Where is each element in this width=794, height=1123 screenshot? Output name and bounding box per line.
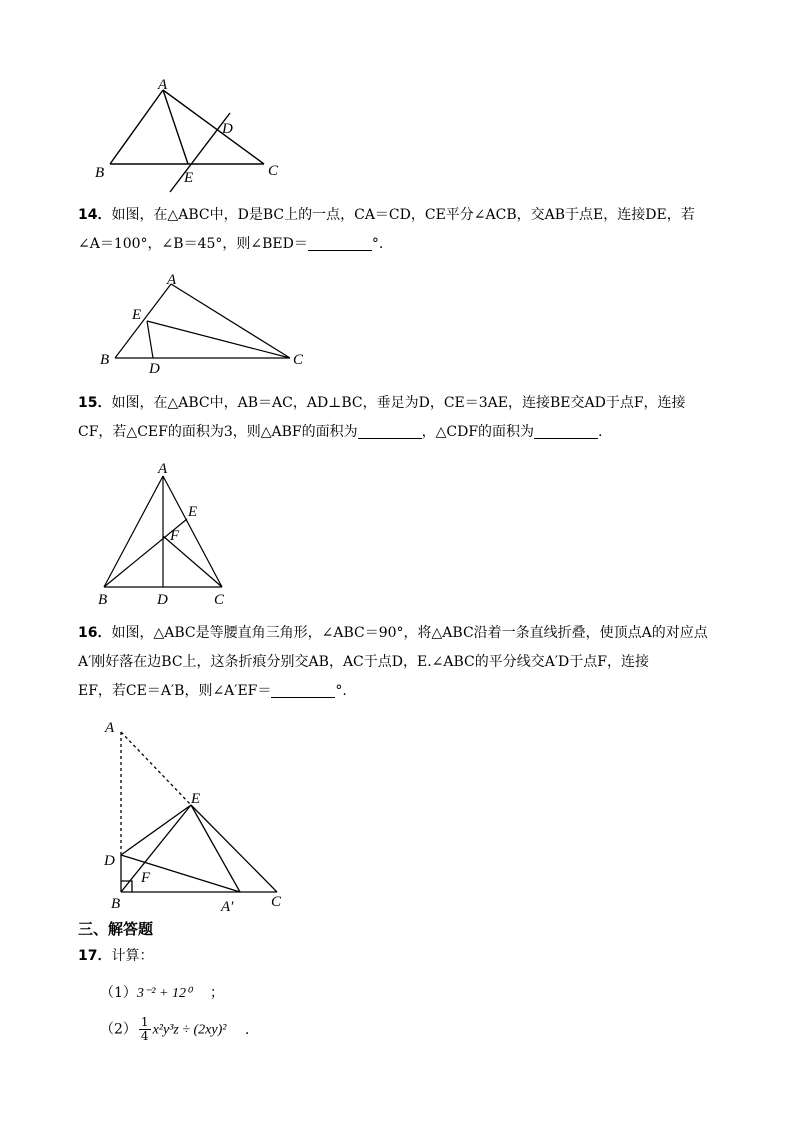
- q17-part-2: [100, 1016, 249, 1043]
- q15-answer-blank-1[interactable]: [358, 422, 422, 439]
- q15-line1: [78, 389, 750, 418]
- q15-text-end: .: [598, 424, 603, 440]
- q15-text-line1: 如图，在△ABC中，AB＝AC，AD⊥BC，垂足为D，CE＝3AE，连接BE交AD于点F，连接: [111, 395, 686, 411]
- q17-part1-expression: 3⁻² + 12⁰: [136, 986, 192, 1001]
- question-16: [78, 619, 750, 706]
- section-3-title: 三、解答题: [78, 920, 154, 938]
- question-15: [78, 389, 750, 447]
- seg-EC: [191, 805, 277, 892]
- seg-AB: [104, 476, 163, 587]
- q17-part1-label: （1）: [100, 985, 137, 1001]
- figure-14: [90, 270, 320, 380]
- label-E: E: [191, 791, 201, 807]
- label-D: D: [222, 121, 233, 137]
- q14-answer-blank[interactable]: [308, 234, 372, 251]
- seg-AE-dashed: [121, 732, 191, 805]
- seg-line-DE: [170, 113, 230, 192]
- label-B: B: [111, 896, 121, 912]
- figure-top: [90, 76, 310, 194]
- q15-number: 15．: [78, 395, 112, 411]
- q16-answer-blank[interactable]: [271, 681, 335, 698]
- label-F: F: [170, 528, 180, 544]
- q15-line2: [78, 418, 750, 447]
- label-D: D: [104, 853, 115, 869]
- label-E: E: [188, 504, 198, 520]
- q17-number: 17．: [78, 948, 112, 964]
- q16-text-line1: 如图，△ABC是等腰直角三角形，∠ABC＝90°，将△ABC沿着一条直线折叠，使顶点A的对应点: [111, 625, 708, 641]
- q16-line3: [78, 677, 750, 706]
- label-E: E: [132, 307, 142, 323]
- q16-number: 16．: [78, 625, 112, 641]
- label-D: D: [157, 592, 168, 608]
- q15-answer-blank-2[interactable]: [534, 422, 598, 439]
- seg-AB: [115, 284, 171, 358]
- label-B: B: [100, 352, 110, 368]
- q17-part-1: [100, 982, 224, 1002]
- label-C: C: [293, 352, 304, 368]
- q17-part2-expression: x²y³z ÷ (2xy)²: [152, 1022, 227, 1038]
- label-A: A: [167, 272, 177, 288]
- q16-text-line3: EF，若CE＝A′B，则∠A′EF＝: [78, 683, 272, 699]
- question-17: [78, 942, 750, 971]
- figure-16: [95, 715, 305, 915]
- label-D: D: [149, 361, 160, 377]
- q14-text-line1: 如图，在△ABC中，D是BC上的一点，CA＝CD，CE平分∠ACB，交AB于点E，连接DE，若: [111, 207, 695, 223]
- q14-line2: [78, 230, 750, 259]
- q17-part2-fraction: [139, 1016, 151, 1043]
- q16-line2: A′刚好落在边BC上，这条折痕分别交AB，AC于点D，E.∠ABC的平分线交A′D于点F，连接: [78, 654, 649, 670]
- q17-part2-end: .: [244, 1021, 250, 1038]
- seg-AE: [163, 90, 188, 164]
- fraction-denominator: 4: [140, 1029, 149, 1043]
- q14-number: 14．: [78, 207, 112, 223]
- q15-text-line2: CF，若△CEF的面积为3，则△ABF的面积为: [78, 424, 358, 440]
- label-E: E: [184, 170, 194, 186]
- q16-degree-mark: °.: [335, 683, 347, 699]
- label-A: A: [158, 77, 168, 93]
- label-A: A: [158, 461, 168, 477]
- figure-15: [90, 456, 250, 611]
- label-C: C: [214, 592, 225, 608]
- q17-part2-label: （2）: [100, 1021, 137, 1038]
- seg-EC: [147, 321, 290, 358]
- q14-line1: [78, 201, 750, 230]
- label-B: B: [95, 165, 105, 181]
- label-C: C: [271, 894, 282, 910]
- seg-AC: [163, 90, 264, 164]
- label-C: C: [268, 163, 279, 179]
- seg-BE-bisector: [121, 805, 191, 892]
- label-F: F: [141, 870, 151, 886]
- q17-part1-end: ；: [210, 985, 225, 1001]
- q14-text-line2: ∠A＝100°，∠B＝45°，则∠BED＝: [78, 236, 308, 252]
- label-B: B: [98, 592, 108, 608]
- seg-AB: [110, 90, 163, 164]
- seg-ED: [147, 321, 153, 358]
- q16-line1: [78, 619, 750, 648]
- question-14: [78, 201, 750, 259]
- q17-prompt: 计算：: [111, 948, 154, 964]
- q14-degree-mark: °.: [371, 236, 384, 252]
- label-A: A: [105, 720, 115, 736]
- seg-AC: [171, 284, 290, 358]
- q15-text-mid: ，△CDF的面积为: [421, 424, 535, 440]
- fraction-numerator: 1: [140, 1015, 149, 1029]
- label-A-prime: A′: [221, 899, 234, 915]
